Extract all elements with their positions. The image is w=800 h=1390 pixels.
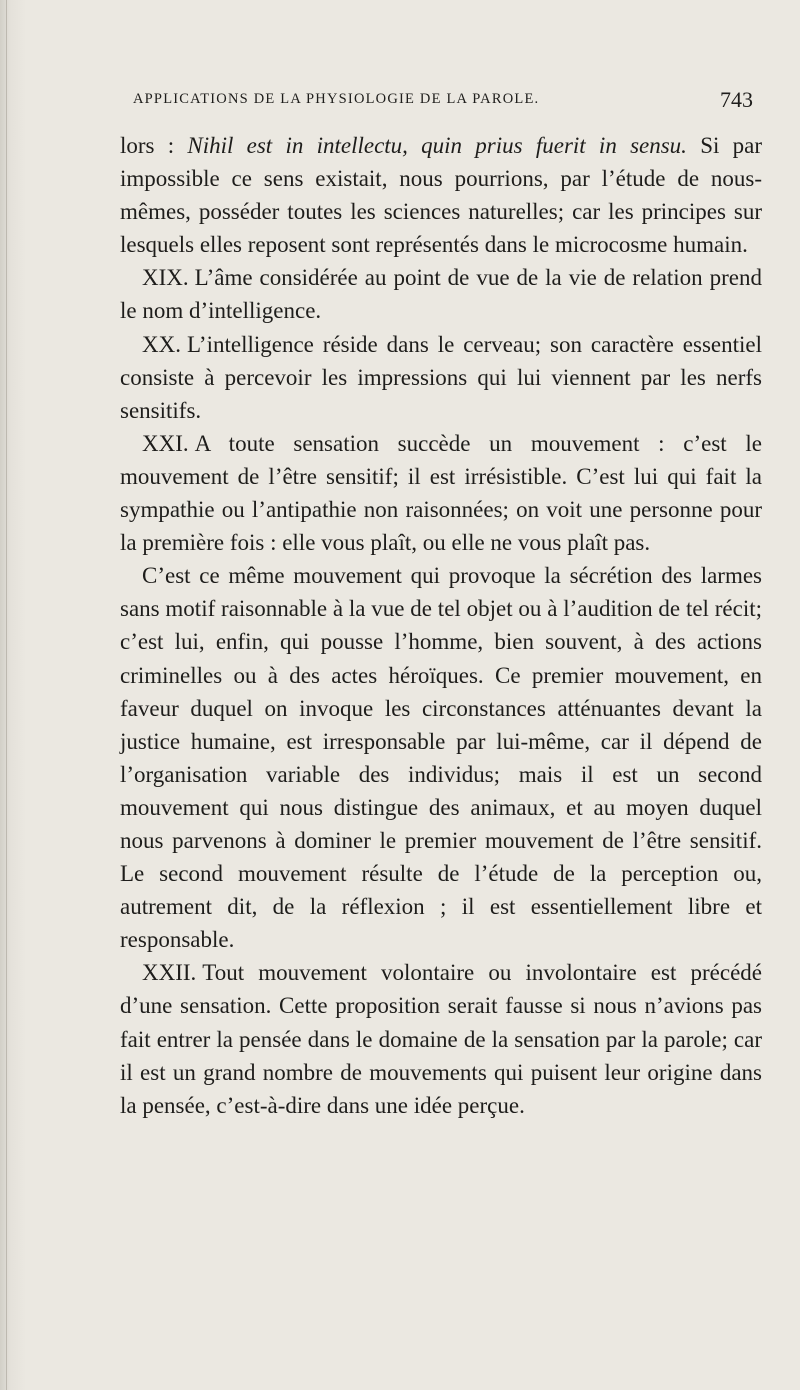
paragraph-text: L’intelligence réside dans le cerveau; son caractère essentiel consiste à percevoir les impressions qui lui viennent par les nerfs sensitifs.	[120, 331, 762, 423]
section-number: XXI.	[142, 430, 189, 456]
section-number: XX.	[142, 331, 181, 357]
paragraph-xxii	[120, 956, 762, 1121]
paragraph-lead: lors :	[120, 133, 188, 158]
page-number: 743	[720, 87, 753, 112]
paragraph-text: Tout mouvement volontaire ou involontaire est précédé d’une sensation. Cette proposition serait fausse si nous n’avions pas fait entrer la pensée dans le domaine de la sensation par la parole; car il est un grand nombre de mouvements qui puisent leur origine dans la pensée, c’est-à-dire dans une idée perçue.	[120, 960, 762, 1118]
paragraph-text: Si par impossible ce sens existait, nous pourrions, par l’étude de nous-mêmes, posséder toutes les sciences naturelles; car les principes sur lesquels elles reposent sont représentés dans le microcosme humain.	[120, 133, 762, 258]
paragraph-text: L’âme considérée au point de vue de la vie de relation prend le nom d’intelligence.	[120, 265, 762, 324]
section-number: XIX.	[142, 265, 189, 291]
running-title: APPLICATIONS DE LA PHYSIOLOGIE DE LA PAROLE.	[133, 91, 540, 107]
paragraph-xx	[120, 328, 762, 427]
page-edge	[6, 0, 7, 1390]
body-text	[120, 129, 762, 1122]
paragraph-xix	[120, 261, 762, 327]
running-head	[133, 89, 753, 115]
paragraph-text: C’est ce même mouvement qui provoque la sécrétion des larmes sans motif raisonnable à la vue de tel objet ou à l’audition de tel récit; c’est lui, enfin, qui pousse l’homme, bien souvent, à des actions criminelles ou à des actes héroïques. Ce premier mouvement, en faveur duquel on invoque les circonstances atténuantes devant la justice humaine, est irresponsable par lui-même, car il dépend de l’organisation variable des individus; mais il est un second mouvement qui nous distingue des animaux, et au moyen duquel nous parvenons à dominer le premier mouvement de l’être sensitif. Le second mouvement résulte de l’étude de la perception ou, autrement dit, de la réflexion ; il est essentiellement libre et responsable.	[120, 563, 762, 953]
latin-quote: Nihil est in intellectu, quin prius fuerit in sensu.	[187, 133, 687, 158]
paragraph-continued	[120, 559, 762, 956]
paragraph-text: A toute sensation succède un mouvement : c’est le mouvement de l’être sensitif; il est irrésistible. C’est lui qui fait la sympathie ou l’antipathie non raisonnées; on voit une personne pour la première fois : elle vous plaît, ou elle ne vous plaît pas.	[120, 430, 762, 556]
section-number: XXII.	[142, 960, 197, 986]
paragraph-xxi	[120, 427, 762, 559]
paragraph-continuation	[120, 129, 762, 261]
